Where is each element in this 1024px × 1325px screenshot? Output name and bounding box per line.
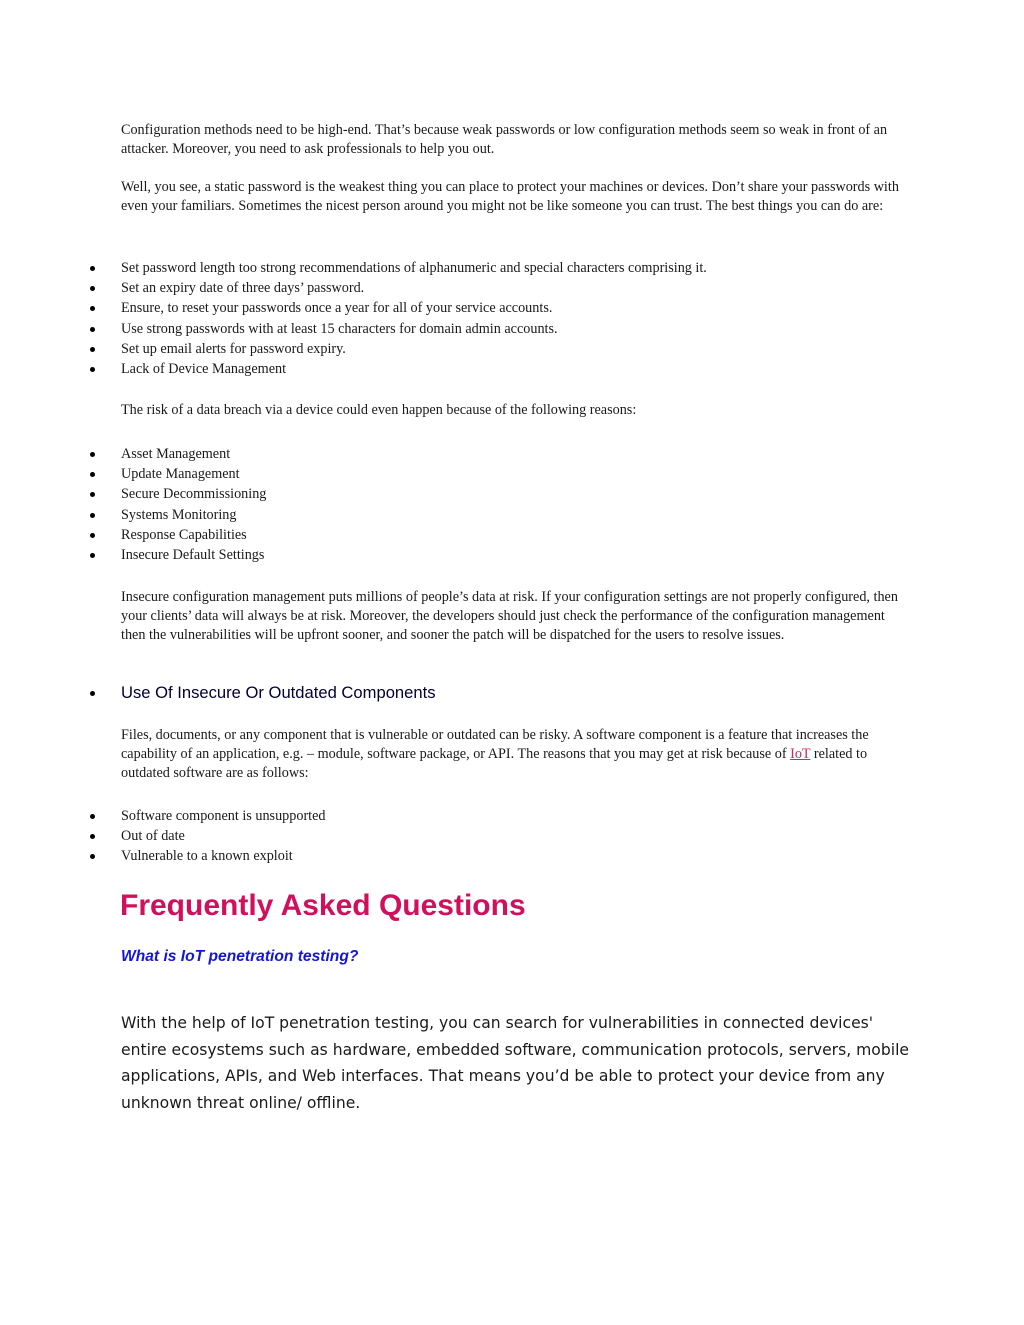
faq-question: What is IoT penetration testing? <box>121 948 359 965</box>
bullet-icon <box>90 854 95 859</box>
bullet-icon <box>90 553 95 558</box>
list-item <box>0 525 266 545</box>
bullet-icon <box>90 306 95 311</box>
list-item-text: Set password length too strong recommendations of alphanumeric and special characters comprising it. <box>121 260 707 276</box>
list-item-text: Out of date <box>121 828 185 845</box>
list-item <box>0 846 326 866</box>
bullet-icon <box>90 347 95 352</box>
section-heading-text: Use Of Insecure Or Outdated Components <box>121 683 436 702</box>
paragraph-configuration-methods: Configuration methods need to be high-end. That’s because weak passwords or low configuration methods seem so weak in front of an attacker. Moreover, you need to ask professionals to help you out. <box>121 122 888 157</box>
section-heading-outdated-components <box>0 682 800 704</box>
list-item-text: Use strong passwords with at least 15 characters for domain admin accounts. <box>121 320 558 337</box>
bullet-icon <box>90 834 95 839</box>
bullet-icon <box>90 452 95 457</box>
list-item-text: Set up email alerts for password expiry. <box>121 340 346 357</box>
faq-heading: Frequently Asked Questions <box>120 889 526 922</box>
list-item-text: Software component is unsupported <box>121 808 326 824</box>
list-item-text: Response Capabilities <box>121 526 247 543</box>
list-item <box>0 444 266 464</box>
list-item-text: Ensure, to reset your passwords once a year for all of your service accounts. <box>121 300 553 317</box>
bullet-icon <box>90 814 95 819</box>
bullet-icon <box>90 266 95 271</box>
list-item <box>0 545 266 565</box>
iot-link[interactable]: IoT <box>790 745 811 762</box>
list-item <box>0 298 707 318</box>
list-item <box>0 484 266 504</box>
list-item <box>0 359 707 379</box>
outdated-software-list <box>0 806 326 867</box>
bullet-icon <box>90 691 95 696</box>
list-item <box>0 278 707 298</box>
list-item <box>0 464 266 484</box>
faq-answer: With the help of IoT penetration testing, you can search for vulnerabilities in connected devices' entire ecosystems such as hardware, embedded software, communication protocols, servers, mobile applications, APIs, and Web interfaces. That means you’d be able to protect your device from any unknown threat online/ offline. <box>121 1014 910 1112</box>
bullet-icon <box>90 327 95 332</box>
list-item-text: Systems Monitoring <box>121 506 237 523</box>
bullet-icon <box>90 472 95 477</box>
paragraph-static-password: Well, you see, a static password is the weakest thing you can place to protect your machines or devices. Don’t share your passwords with even your familiars. Sometimes the nicest person around you might not be like someone you can trust. The best things you can do are: <box>121 179 899 214</box>
bullet-icon <box>90 367 95 372</box>
bullet-icon <box>90 286 95 291</box>
bullet-icon <box>90 513 95 518</box>
list-item <box>0 806 326 826</box>
paragraph-text-start: Files, documents, or any component that is vulnerable or outdated can be risky. A software component is a feature that increases the capability of an application, e.g. – module, software package, or API. The reasons that you may get at risk because of <box>121 727 869 762</box>
password-recommendations-list <box>0 258 707 379</box>
list-item-text: Set an expiry date of three days’ password. <box>121 280 365 297</box>
list-item <box>0 319 707 339</box>
list-item-text: Update Management <box>121 466 240 483</box>
list-item-text: Insecure Default Settings <box>121 546 265 563</box>
paragraph-data-breach-risk: The risk of a data breach via a device could even happen because of the following reasons: <box>121 402 637 418</box>
list-item-text: Asset Management <box>121 446 231 462</box>
list-item <box>0 339 707 359</box>
list-item <box>0 258 707 278</box>
paragraph-insecure-configuration: Insecure configuration management puts millions of people’s data at risk. If your configuration settings are not properly configured, then your clients’ data will always be at risk. Moreover, the developers should just check the performance of the configuration management then the vulnerabilities will be upfront sooner, and sooner the patch will be dispatched for the users to resolve issues. <box>121 589 898 643</box>
list-item-text: Lack of Device Management <box>121 360 287 377</box>
paragraph-outdated-components <box>121 726 906 782</box>
bullet-icon <box>90 533 95 538</box>
paragraph-text-end: related to outdated software are as follows: <box>121 745 868 781</box>
device-risk-list <box>0 444 266 565</box>
list-item-text: Secure Decommissioning <box>121 486 267 503</box>
bullet-icon <box>90 492 95 497</box>
list-item <box>0 826 326 846</box>
list-item-text: Vulnerable to a known exploit <box>121 848 293 865</box>
list-item <box>0 505 266 525</box>
